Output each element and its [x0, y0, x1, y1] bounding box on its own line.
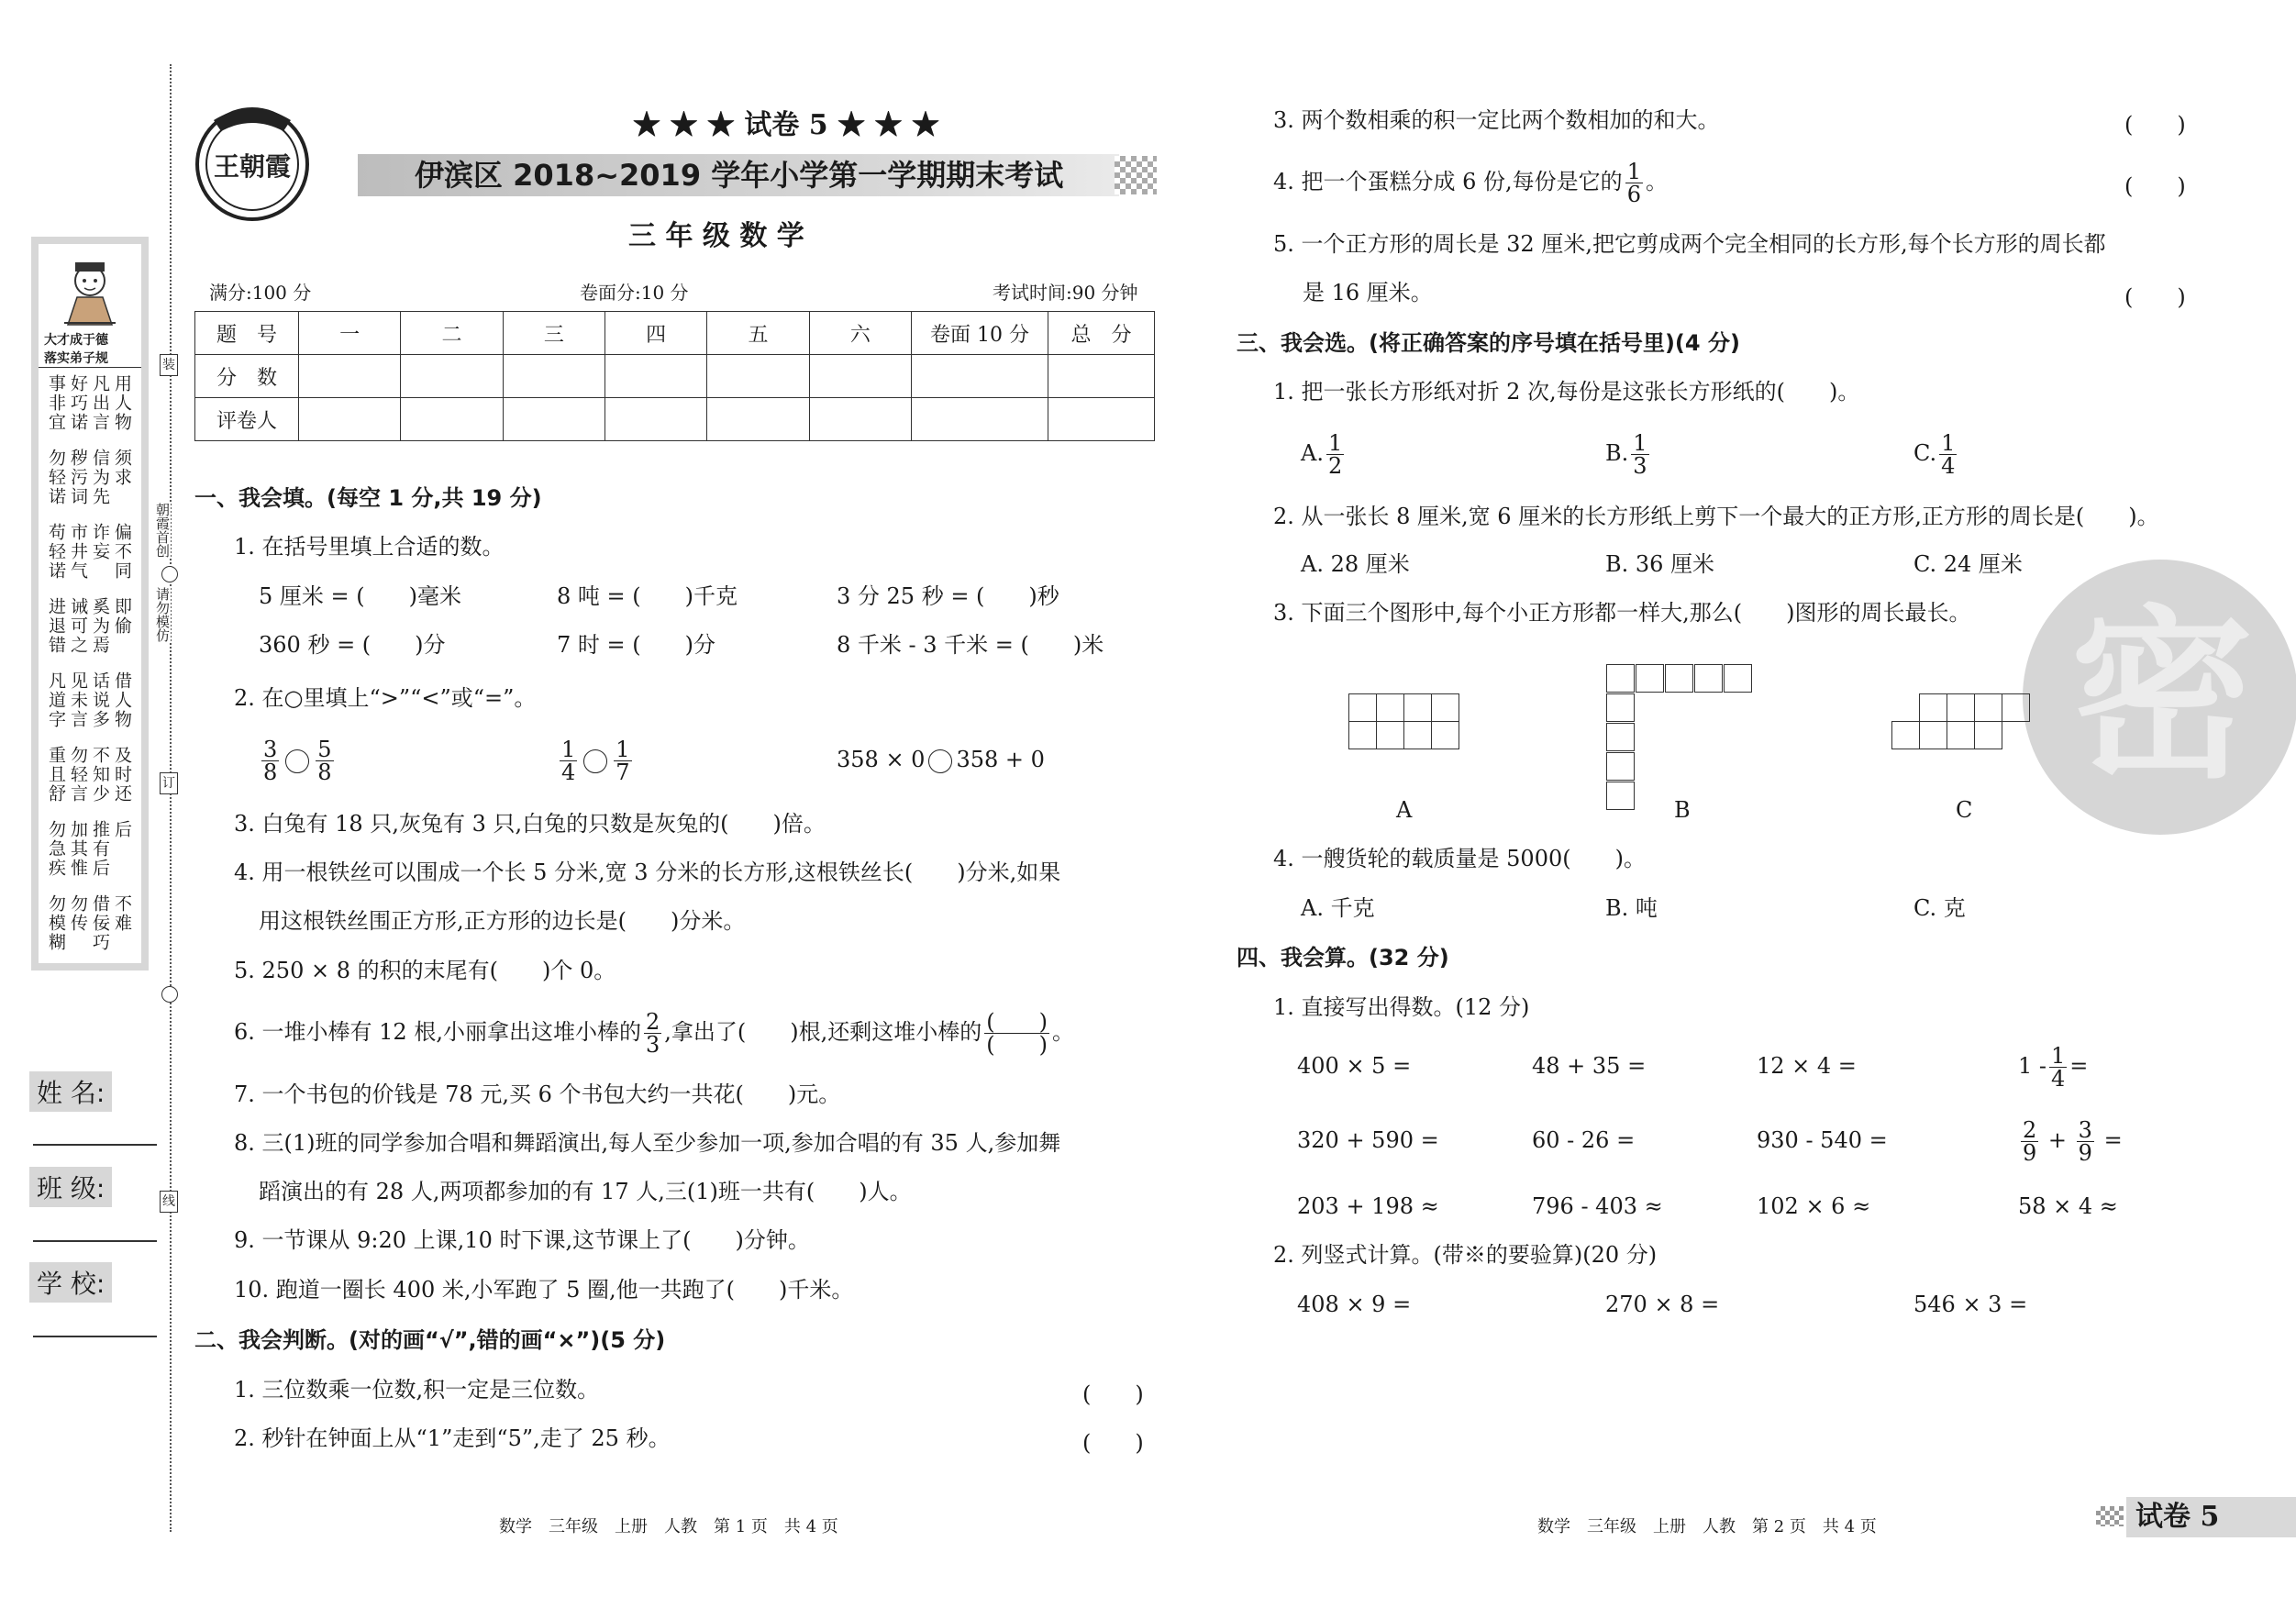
confidential-watermark — [2023, 560, 2296, 835]
mental-calc-item: 930 - 540 = — [1757, 1127, 1888, 1153]
compare-item-1 — [259, 737, 337, 783]
class-label: 班 级: — [29, 1167, 112, 1207]
mental-calc-item: 58 × 4 ≈ — [2018, 1193, 2118, 1219]
school-label: 学 校: — [29, 1262, 112, 1303]
compare-item-3: 358 × 0 358 + 0 — [837, 747, 1045, 772]
motto-column: 勿轻言 — [68, 746, 88, 804]
class-field[interactable] — [33, 1240, 157, 1242]
mental-calc-item: 203 + 198 ≈ — [1297, 1193, 1439, 1219]
choice-question-2: 2. 从一张长 8 厘米,宽 6 厘米的长方形纸上剪下一个最大的正方形,正方形的周长是( )。 — [1273, 504, 2159, 529]
motto-column: 诈妄 — [90, 523, 110, 561]
answer-paren[interactable]: ( ) — [1082, 1381, 1144, 1407]
table-header-cell: 五 — [707, 312, 809, 355]
choice-option-a[interactable]: A. 千克 — [1301, 895, 1375, 921]
binding-hole — [161, 986, 178, 1003]
fill-item: 8 吨 = ( )千克 — [557, 583, 738, 609]
page-footer-right: 数学 三年级 上册 人教 第 2 页 共 4 页 — [1537, 1517, 1877, 1536]
motto-column: 勿模糊 — [46, 894, 66, 952]
binding-word: 装 — [162, 358, 175, 372]
binding-word-box — [160, 1191, 178, 1213]
compare-circle[interactable] — [285, 749, 309, 773]
choice-option-a[interactable]: A. 28 厘米 — [1301, 551, 1410, 577]
motto-column: 好巧诺 — [68, 374, 88, 432]
motto-column: 勿急疾 — [46, 820, 66, 878]
vertical-calc-item: 270 × 8 = — [1605, 1292, 1720, 1317]
binding-note-2: 请勿模仿 — [154, 587, 171, 642]
fraction: $\frac{2}{3}$ — [645, 1009, 660, 1058]
score-cell[interactable] — [707, 355, 809, 398]
watermark-text: 密 — [2070, 590, 2255, 804]
score-cell[interactable] — [809, 355, 911, 398]
binding-hole — [161, 566, 178, 582]
motto-column: 事非宜 — [46, 374, 66, 432]
choice-option-b[interactable]: B. 吨 — [1605, 895, 1658, 921]
mental-calc-item: $\frac{2}{9}$ + $\frac{3}{9}$ = — [2023, 1117, 2123, 1166]
fraction: $\frac{1}{7}$ — [616, 737, 630, 785]
figure-label-b: B — [1674, 797, 1691, 823]
vertical-calc-item: 546 × 3 = — [1913, 1292, 2028, 1317]
corner-squares — [2096, 1506, 2124, 1526]
grader-cell[interactable] — [809, 398, 911, 441]
answer-paren[interactable]: ( ) — [2124, 173, 2186, 199]
motto-column: 加其惟 — [68, 820, 88, 878]
choice-option-b[interactable]: B. $\frac{1}{3}$ — [1605, 430, 1647, 479]
question-1-4: 4. 用一根铁丝可以围成一个长 5 分米,宽 3 分米的长方形,这根铁丝长( )分米,如果 — [234, 859, 1061, 885]
mental-calc-item: 400 × 5 = — [1297, 1053, 1412, 1079]
binding-note-1: 朝霞首创 — [154, 503, 171, 558]
slogan-line: 大才成于德 — [44, 333, 108, 348]
mental-calc-item: 12 × 4 = — [1757, 1053, 1857, 1079]
table-header-cell: 二 — [401, 312, 503, 355]
score-cell[interactable] — [299, 355, 401, 398]
motto-column: 勿轻诺 — [46, 449, 66, 506]
motto-column: 勿传 — [68, 894, 88, 933]
logo-text: 王朝霞 — [213, 151, 292, 182]
question-1-9: 9. 一节课从 9:20 上课,10 时下课,这节课上了( )分钟。 — [234, 1227, 810, 1253]
question-1-2: 2. 在○里填上“>”“<”或“=”。 — [234, 685, 537, 711]
motto-column: 推有后 — [90, 820, 110, 878]
choice-option-c[interactable]: C. $\frac{1}{4}$ — [1913, 430, 1956, 479]
motto-column: 不知少 — [90, 746, 110, 804]
neatness-score: 卷面分:10 分 — [580, 282, 689, 304]
motto-column: 及时还 — [112, 746, 132, 804]
figure-label-c: C — [1956, 797, 1973, 823]
table-row — [195, 355, 1155, 398]
fraction: $\frac{5}{8}$ — [317, 737, 332, 785]
section-1-title: 一、我会填。(每空 1 分,共 19 分) — [194, 485, 542, 511]
compare-circle[interactable] — [928, 749, 952, 773]
question-1-6: 6. 一堆小棒有 12 根,小丽拿出这堆小棒的 $\frac{2}{3}$ ,拿出了( )根,还剩这堆小棒的 $\frac{( )}{( )}$ 。 — [234, 1009, 1074, 1058]
vertical-calc-item: 408 × 9 = — [1297, 1292, 1412, 1317]
motto-column: 话说多 — [90, 671, 110, 729]
fraction: $\frac{1}{4}$ — [2051, 1043, 2066, 1092]
table-header-cell: 六 — [809, 312, 911, 355]
question-1-3: 3. 白兔有 18 只,灰兔有 3 只,白兔的只数是灰兔的( )倍。 — [234, 811, 826, 837]
calc-question-1: 1. 直接写出得数。(12 分) — [1273, 994, 1530, 1020]
row-label: 评卷人 — [195, 398, 299, 441]
fraction: $\frac{1}{2}$ — [1327, 430, 1343, 479]
divider — [39, 367, 141, 368]
binding-note — [154, 587, 171, 642]
question-1-5: 5. 250 × 8 的积的末尾有( )个 0。 — [234, 958, 616, 983]
score-cell[interactable] — [503, 355, 605, 398]
score-cell[interactable] — [401, 355, 503, 398]
mental-calc-item: 102 × 6 ≈ — [1757, 1193, 1871, 1219]
paper-badge: ★ ★ ★ 试卷 5 ★ ★ ★ — [633, 109, 939, 141]
motto-column: 秽污词 — [68, 449, 88, 506]
fraction: $\frac{1}{4}$ — [1941, 430, 1956, 479]
choice-option-c[interactable]: C. 克 — [1913, 895, 1966, 921]
question-1-8-cont: 蹈演出的有 28 人,两项都参加的有 17 人,三(1)班一共有( )人。 — [259, 1179, 912, 1204]
table-header-cell: 题 号 — [195, 312, 299, 355]
mental-calc-item: 796 - 403 ≈ — [1532, 1193, 1663, 1219]
fraction: $\frac{1}{4}$ — [561, 737, 576, 785]
mental-calc-item: 320 + 590 = — [1297, 1127, 1439, 1153]
judge-question-2: 2. 秒针在钟面上从“1”走到“5”,走了 25 秒。 — [234, 1425, 671, 1451]
binding-dotted-line — [170, 64, 172, 1532]
grader-cell[interactable] — [401, 398, 503, 441]
compare-item-2 — [557, 737, 635, 783]
motto-column: 偏不同 — [112, 523, 132, 581]
fraction: $\frac{3}{9}$ — [2078, 1117, 2092, 1166]
grader-cell[interactable] — [299, 398, 401, 441]
motto-column: 市井气 — [68, 523, 88, 581]
row-label: 分 数 — [195, 355, 299, 398]
binding-word: 线 — [162, 1194, 175, 1209]
question-1-1: 1. 在括号里填上合适的数。 — [234, 534, 505, 560]
score-cell[interactable] — [605, 355, 706, 398]
grader-cell[interactable] — [912, 398, 1048, 441]
section-2-title: 二、我会判断。(对的画“√”,错的画“×”)(5 分) — [194, 1327, 666, 1353]
table-header-row — [195, 312, 1155, 355]
motto-column: 诫可之 — [68, 597, 88, 655]
judge-question-5: 5. 一个正方形的周长是 32 厘米,把它剪成两个完全相同的长方形,每个长方形的周长都 — [1273, 231, 2106, 257]
choice-option-a[interactable]: A. $\frac{1}{2}$ — [1301, 430, 1343, 479]
motto-column: 进退错 — [46, 597, 66, 655]
subject-title: 三 年 级 数 学 — [628, 220, 804, 252]
choice-question-4: 4. 一艘货轮的载质量是 5000( )。 — [1273, 846, 1646, 871]
table-header-cell: 三 — [503, 312, 605, 355]
brand-logo — [188, 96, 316, 225]
answer-paren[interactable]: ( ) — [2124, 112, 2186, 138]
answer-paren[interactable]: ( ) — [2124, 284, 2186, 310]
motto-column: 即偷 — [112, 597, 132, 636]
section-4-title: 四、我会算。(32 分) — [1237, 945, 1449, 970]
name-label: 姓 名: — [29, 1071, 112, 1112]
full-score: 满分:100 分 — [209, 282, 312, 304]
name-field[interactable] — [33, 1144, 157, 1146]
question-1-8: 8. 三(1)班的同学参加合唱和舞蹈演出,每人至少参加一项,参加合唱的有 35 人,参加舞 — [234, 1130, 1061, 1156]
section-3-title: 三、我会选。(将正确答案的序号填在括号里)(4 分) — [1237, 330, 1740, 356]
choice-option-b[interactable]: B. 36 厘米 — [1605, 551, 1715, 577]
mental-calc-item: 1 - $\frac{1}{4}$ = — [2018, 1043, 2089, 1092]
corner-paper-label: 试卷 5 — [2135, 1501, 2220, 1533]
question-1-4-cont: 用这根铁丝围正方形,正方形的边长是( )分米。 — [259, 908, 746, 934]
grader-cell[interactable] — [503, 398, 605, 441]
motto-column: 借佞巧 — [90, 894, 110, 952]
motto-column: 重且舒 — [46, 746, 66, 804]
motto-column: 凡出言 — [90, 374, 110, 432]
table-header-cell: 四 — [605, 312, 706, 355]
grader-cell[interactable] — [707, 398, 809, 441]
motto-column: 凡道字 — [46, 671, 66, 729]
grader-cell[interactable] — [605, 398, 706, 441]
fraction: $\frac{2}{9}$ — [2023, 1117, 2037, 1166]
judge-question-4: 4. 把一个蛋糕分成 6 份,每份是它的 $\frac{1}{6}$ 。 — [1273, 159, 1668, 207]
motto-column: 奚为焉 — [90, 597, 110, 655]
judge-question-5-cont: 是 16 厘米。 — [1303, 280, 1433, 305]
judge-question-1: 1. 三位数乘一位数,积一定是三位数。 — [234, 1377, 600, 1403]
fraction: $\frac{3}{8}$ — [263, 737, 278, 785]
calc-question-2: 2. 列竖式计算。(带※的要验算)(20 分) — [1273, 1242, 1658, 1268]
motto-column: 用人物 — [112, 374, 132, 432]
table-header-cell: 总 分 — [1048, 312, 1155, 355]
exam-title: 伊滨区 2018~2019 学年小学第一学期期末考试 — [415, 158, 1064, 193]
binding-word-box — [160, 772, 178, 794]
school-field[interactable] — [33, 1336, 157, 1337]
motto-column: 苟轻诺 — [46, 523, 66, 581]
table-header-cell: 卷面 10 分 — [912, 312, 1048, 355]
fill-item: 8 千米 - 3 千米 = ( )米 — [837, 632, 1104, 658]
motto-column: 见未言 — [68, 671, 88, 729]
fill-item: 7 时 = ( )分 — [557, 632, 715, 658]
score-table — [194, 311, 1155, 441]
choice-question-1: 1. 把一张长方形纸对折 2 次,每份是这张长方形纸的( )。 — [1273, 379, 1860, 405]
motto-column: 借人物 — [112, 671, 132, 729]
fraction-blank[interactable]: $\frac{( )}{( )}$ — [986, 1009, 1048, 1058]
figure-label-a: A — [1396, 797, 1413, 823]
fill-item: 5 厘米 = ( )毫米 — [259, 583, 461, 609]
binding-word-box — [160, 354, 178, 376]
mental-calc-item: 60 - 26 = — [1532, 1127, 1636, 1153]
fraction: $\frac{1}{3}$ — [1633, 430, 1647, 479]
page-footer-left: 数学 三年级 上册 人教 第 1 页 共 4 页 — [499, 1517, 838, 1536]
score-cell[interactable] — [912, 355, 1048, 398]
compare-circle[interactable] — [583, 749, 607, 773]
motto-column: 不难 — [112, 894, 132, 933]
answer-paren[interactable]: ( ) — [1082, 1430, 1144, 1456]
table-row — [195, 398, 1155, 441]
grader-cell[interactable] — [1048, 398, 1155, 441]
banner-checker — [1115, 156, 1157, 194]
motto-column: 信为先 — [90, 449, 110, 506]
choice-option-c[interactable]: C. 24 厘米 — [1913, 551, 2023, 577]
table-header-cell: 一 — [299, 312, 401, 355]
exam-time: 考试时间:90 分钟 — [993, 282, 1138, 304]
binding-word: 订 — [162, 776, 175, 791]
judge-question-3: 3. 两个数相乘的积一定比两个数相加的和大。 — [1273, 107, 1720, 133]
question-1-10: 10. 跑道一圈长 400 米,小军跑了 5 圈,他一共跑了( )千米。 — [234, 1277, 854, 1303]
mental-calc-item: 48 + 35 = — [1532, 1053, 1647, 1079]
question-1-7: 7. 一个书包的价钱是 78 元,买 6 个书包大约一共花( )元。 — [234, 1081, 841, 1107]
motto-column: 后 — [112, 820, 132, 839]
slogan-line: 落实弟子规 — [44, 351, 108, 366]
fill-item: 3 分 25 秒 = ( )秒 — [837, 583, 1059, 609]
motto-column: 须求 — [112, 449, 132, 487]
fraction: $\frac{1}{6}$ — [1626, 159, 1641, 207]
score-cell[interactable] — [1048, 355, 1155, 398]
choice-question-3: 3. 下面三个图形中,每个小正方形都一样大,那么( )图形的周长最长。 — [1273, 600, 1971, 626]
fill-item: 360 秒 = ( )分 — [259, 632, 446, 658]
binding-note — [154, 503, 171, 558]
scholar-cartoon-icon — [55, 253, 125, 327]
